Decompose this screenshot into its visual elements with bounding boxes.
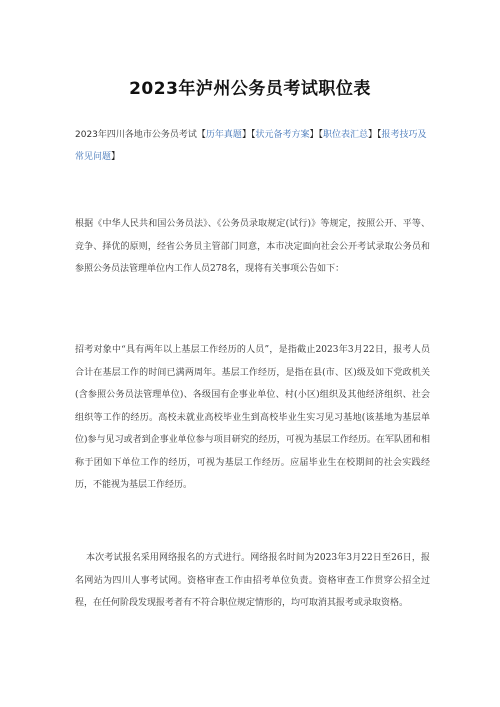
related-links: 2023年四川各地市公务员考试【历年真题】【状元备考方案】【职位表汇总】【报考技巧及常见问题】: [75, 130, 427, 162]
link-past-exams[interactable]: 历年真题: [205, 130, 242, 140]
page-title: 2023年泸州公务员考试职位表: [129, 79, 371, 99]
paragraph-registration: 本次考试报名采用网络报名的方式进行。网络报名时间为2023年3月22日至26日，报名网站为四川人事考试网。资格审查工作由招考单位负责。资格审查工作贯穿公招全过程，在任何阶段发现报考者有不符合职位规定情形的，均可取消其报考或录取资格。: [75, 553, 430, 608]
link-prep-plan[interactable]: 状元备考方案: [255, 130, 310, 140]
paragraph-eligibility: 招考对象中“具有两年以上基层工作经历的人员”，是指截止2023年3月22日，报考人员合计在基层工作的时间已满两周年。基层工作经历，是指在县(市、区)级及如下党政机关(含参照公务员法管理单位)、各级国有企事业单位、村(小区)组织及其他经济组织、社会组织等工作的经历。高校未就业高校毕业生到高校毕业生实习见习基地(该基地为基层单位)参与见习或者到企事业单位参与项目研究的经历，可视为基层工作经历。在军队团和相称于团如下单位工作的经历，可视为基层工作经历。应届毕业生在校期间的社会实践经历，不能视为基层工作经历。: [75, 345, 430, 490]
links-prefix: 2023年四川各地市公务员考试: [75, 130, 197, 140]
link-tips-faq[interactable]: 报考技巧及常见问题: [75, 130, 427, 162]
link-position-summary[interactable]: 职位表汇总: [322, 130, 368, 140]
paragraph-intro: 根据《中华人民共和国公务员法》、《公务员录取规定(试行)》等规定，按照公开、平等、竞争、择优的原则，经省公务员主管部门同意，本市决定面向社会公开考试录取公务员和参照公务员法管理单位内工作人员278名，现将有关事项公告如下：: [75, 219, 430, 274]
